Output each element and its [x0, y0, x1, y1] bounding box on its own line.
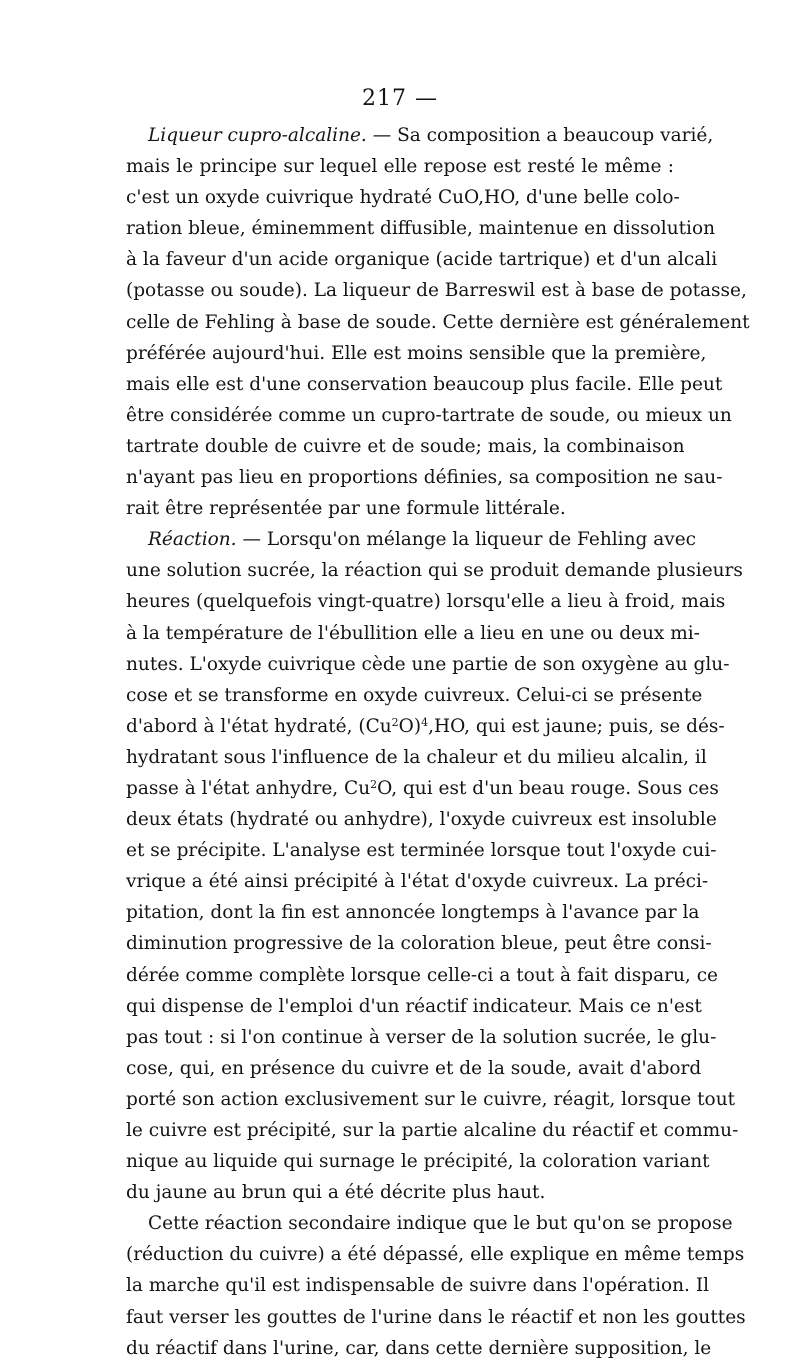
text-line: la marche qu'il est indispensable de suivre dans l'opération. Il	[126, 1275, 710, 1297]
text-line: dérée comme complète lorsque celle-ci a tout à fait disparu, ce	[126, 964, 718, 986]
text-line	[126, 120, 714, 151]
line-text: — Sa composition a beaucoup varié,	[366, 125, 714, 146]
text-line: cose, qui, en présence du cuivre et de la soude, avait d'abord	[126, 1057, 702, 1079]
text-line: deux états (hydraté ou anhydre), l'oxyde cuivreux est insoluble	[126, 809, 717, 831]
text-line: pitation, dont la fin est annoncée longtemps à l'avance par la	[126, 902, 700, 924]
line-text: d'abord à l'état hydraté, (Cu	[126, 715, 392, 737]
line-text: O)	[398, 715, 422, 737]
text-line: tartrate double de cuivre et de soude; mais, la combinaison	[126, 435, 685, 457]
paragraph-reaction	[126, 524, 743, 1208]
section-heading-liqueur: Liqueur cupro-alcaline.	[148, 125, 367, 146]
text-line: du jaune au brun qui a été décrite plus haut.	[126, 1182, 546, 1204]
paragraph-cette-reaction	[126, 1208, 746, 1363]
text-line: celle de Fehling à base de soude. Cette dernière est généralement	[126, 311, 750, 333]
line-text: passe à l'état anhydre, Cu	[126, 777, 371, 799]
line-text: O, qui est d'un beau rouge. Sous ces	[377, 777, 719, 799]
superscript: 4	[421, 715, 429, 729]
page-number: 217 —	[362, 86, 438, 111]
text-line: c'est un oxyde cuivrique hydraté CuO,HO, d'une belle colo-	[126, 187, 680, 209]
text-line: mais le principe sur lequel elle repose est resté le même :	[126, 156, 674, 178]
text-line: heures (quelquefois vingt-quatre) lorsqu'elle a lieu à froid, mais	[126, 591, 726, 613]
text-line: hydratant sous l'influence de la chaleur et du milieu alcalin, il	[126, 746, 707, 768]
text-line: faut verser les gouttes de l'urine dans le réactif et non les gouttes	[126, 1306, 746, 1328]
text-line-formula	[126, 773, 719, 804]
line-text: ,HO, qui est jaune; puis, se dés-	[428, 715, 725, 737]
text-line: mais elle est d'une conservation beaucoup plus facile. Elle peut	[126, 373, 723, 395]
text-line: être considérée comme un cupro-tartrate de soude, ou mieux un	[126, 404, 732, 426]
text-line: Cette réaction secondaire indique que le but qu'on se propose	[148, 1213, 733, 1235]
text-line: nique au liquide qui surnage le précipité, la coloration variant	[126, 1151, 710, 1173]
text-line: cose et se transforme en oxyde cuivreux. Celui-ci se présente	[126, 684, 703, 706]
text-line: (potasse ou soude). La liqueur de Barreswil est à base de potasse,	[126, 280, 747, 302]
text-line: vrique a été ainsi précipité à l'état d'oxyde cuivreux. La préci-	[126, 871, 709, 893]
text-line: qui dispense de l'emploi d'un réactif indicateur. Mais ce n'est	[126, 995, 702, 1017]
text-line: et se précipite. L'analyse est terminée lorsque tout l'oxyde cui-	[126, 840, 717, 862]
text-line: ration bleue, éminemment diffusible, maintenue en dissolution	[126, 218, 716, 240]
text-line: diminution progressive de la coloration bleue, peut être consi-	[126, 933, 712, 955]
text-line: à la température de l'ébullition elle a lieu en une ou deux mi-	[126, 622, 700, 644]
superscript: 2	[370, 777, 378, 791]
text-line: une solution sucrée, la réaction qui se produit demande plusieurs	[126, 560, 743, 582]
text-line: (réduction du cuivre) a été dépassé, elle explique en même temps	[126, 1244, 745, 1266]
text-line: nutes. L'oxyde cuivrique cède une partie de son oxygène au glu-	[126, 653, 730, 675]
line-text: — Lorsqu'on mélange la liqueur de Fehling avec	[236, 529, 697, 551]
text-line: le cuivre est précipité, sur la partie alcaline du réactif et commu-	[126, 1120, 739, 1141]
text-line	[126, 524, 697, 555]
superscript: 2	[391, 715, 399, 729]
text-line: porté son action exclusivement sur le cuivre, réagit, lorsque tout	[126, 1088, 736, 1110]
text-line-formula	[126, 711, 725, 742]
text-line: préférée aujourd'hui. Elle est moins sensible que la première,	[126, 342, 707, 364]
text-line: rait être représentée par une formule littérale.	[126, 498, 566, 520]
text-line: pas tout : si l'on continue à verser de la solution sucrée, le glu-	[126, 1026, 717, 1048]
text-line: du réactif dans l'urine, car, dans cette dernière supposition, le	[126, 1337, 712, 1359]
text-line: n'ayant pas lieu en proportions définies, sa composition ne sau-	[126, 467, 723, 489]
text-line: à la faveur d'un acide organique (acide tartrique) et d'un alcali	[126, 249, 718, 271]
paragraph-liqueur	[126, 120, 750, 524]
section-heading-reaction: Réaction.	[148, 529, 237, 551]
body-text	[126, 120, 750, 1364]
